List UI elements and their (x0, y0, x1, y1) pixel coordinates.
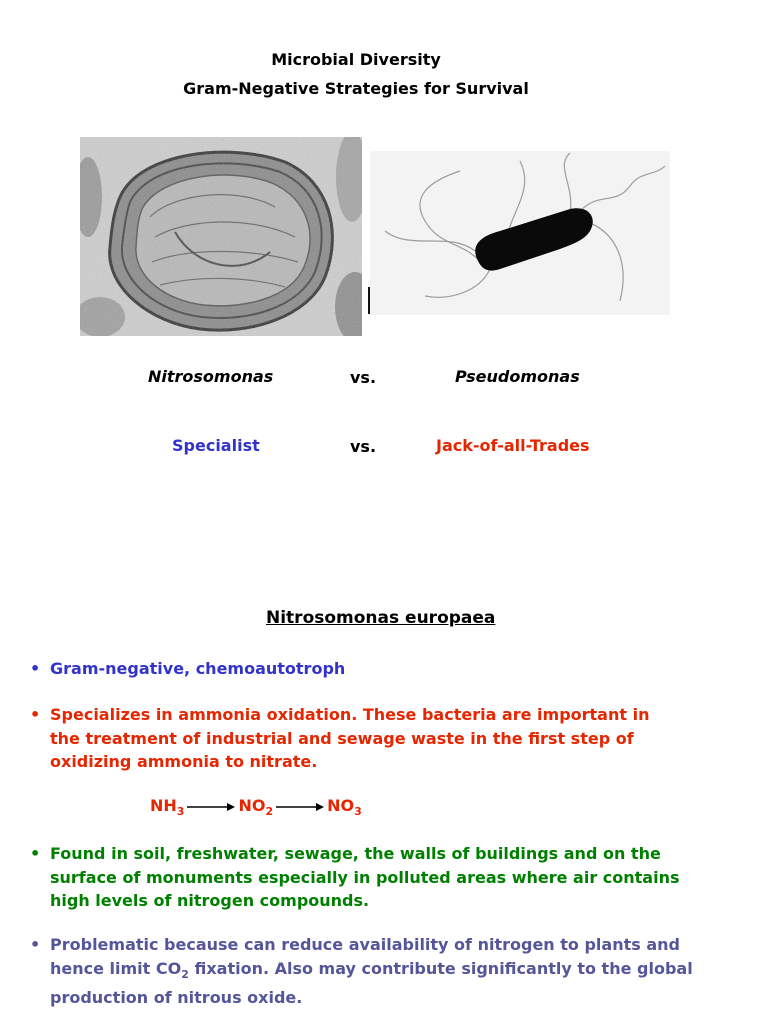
bullet-line: the treatment of industrial and sewage waste in the first step of (50, 728, 634, 748)
section-heading: Nitrosomonas europaea (266, 608, 496, 628)
bullet-line: production of nitrous oxide. (50, 988, 303, 1008)
pseudomonas-micrograph (370, 151, 670, 315)
bullet-line: high levels of nitrogen compounds. (50, 891, 370, 910)
bullet-dot: • (30, 659, 41, 678)
bullet-line: hence limit $CO_2$ fixation. Also may contribute significantly to the global (50, 958, 693, 981)
bullet-line: Problematic because can reduce availability of nitrogen to plants and (50, 935, 680, 954)
bullet-problematic (30, 933, 750, 1010)
label-vs-1: vs. (350, 368, 377, 387)
bullet-line: Specializes in ammonia oxidation. These bacteria are important in (50, 705, 650, 724)
no2-formula: $NO_2$ (238, 796, 274, 819)
label-pseudomonas: Pseudomonas (455, 367, 580, 386)
scale-bar (368, 287, 370, 314)
label-vs-2: vs. (350, 437, 377, 456)
bullet-ammonia-oxidation (30, 703, 750, 774)
arrow-right-icon (187, 801, 235, 813)
title-line-2: Gram-Negative Strategies for Survival (183, 79, 529, 98)
bullet-dot: • (30, 844, 41, 863)
title-line-1: Microbial Diversity (271, 50, 441, 69)
no3-formula: $NO_3$ (327, 796, 362, 819)
bullet-dot: • (30, 935, 41, 954)
bullet-line: Found in soil, freshwater, sewage, the walls of buildings and on the (50, 844, 661, 863)
nitrification-equation (150, 796, 362, 818)
bullet-line: surface of monuments especially in polluted areas where air contains (50, 867, 680, 887)
bullet-line: Gram-negative, chemoautotroph (50, 659, 346, 678)
nh3-formula: $NH_3$ (150, 796, 185, 819)
bullet-line: oxidizing ammonia to nitrate. (50, 752, 318, 771)
label-jack-of-all-trades: Jack-of-all-Trades (436, 436, 590, 455)
nitrosomonas-micrograph (80, 137, 362, 336)
arrow-right-icon (276, 801, 324, 813)
label-nitrosomonas: Nitrosomonas (148, 367, 274, 386)
bullet-habitat (30, 842, 750, 913)
bullet-dot: • (30, 705, 41, 724)
label-specialist: Specialist (172, 436, 260, 455)
bullet-gram-negative (30, 657, 750, 681)
